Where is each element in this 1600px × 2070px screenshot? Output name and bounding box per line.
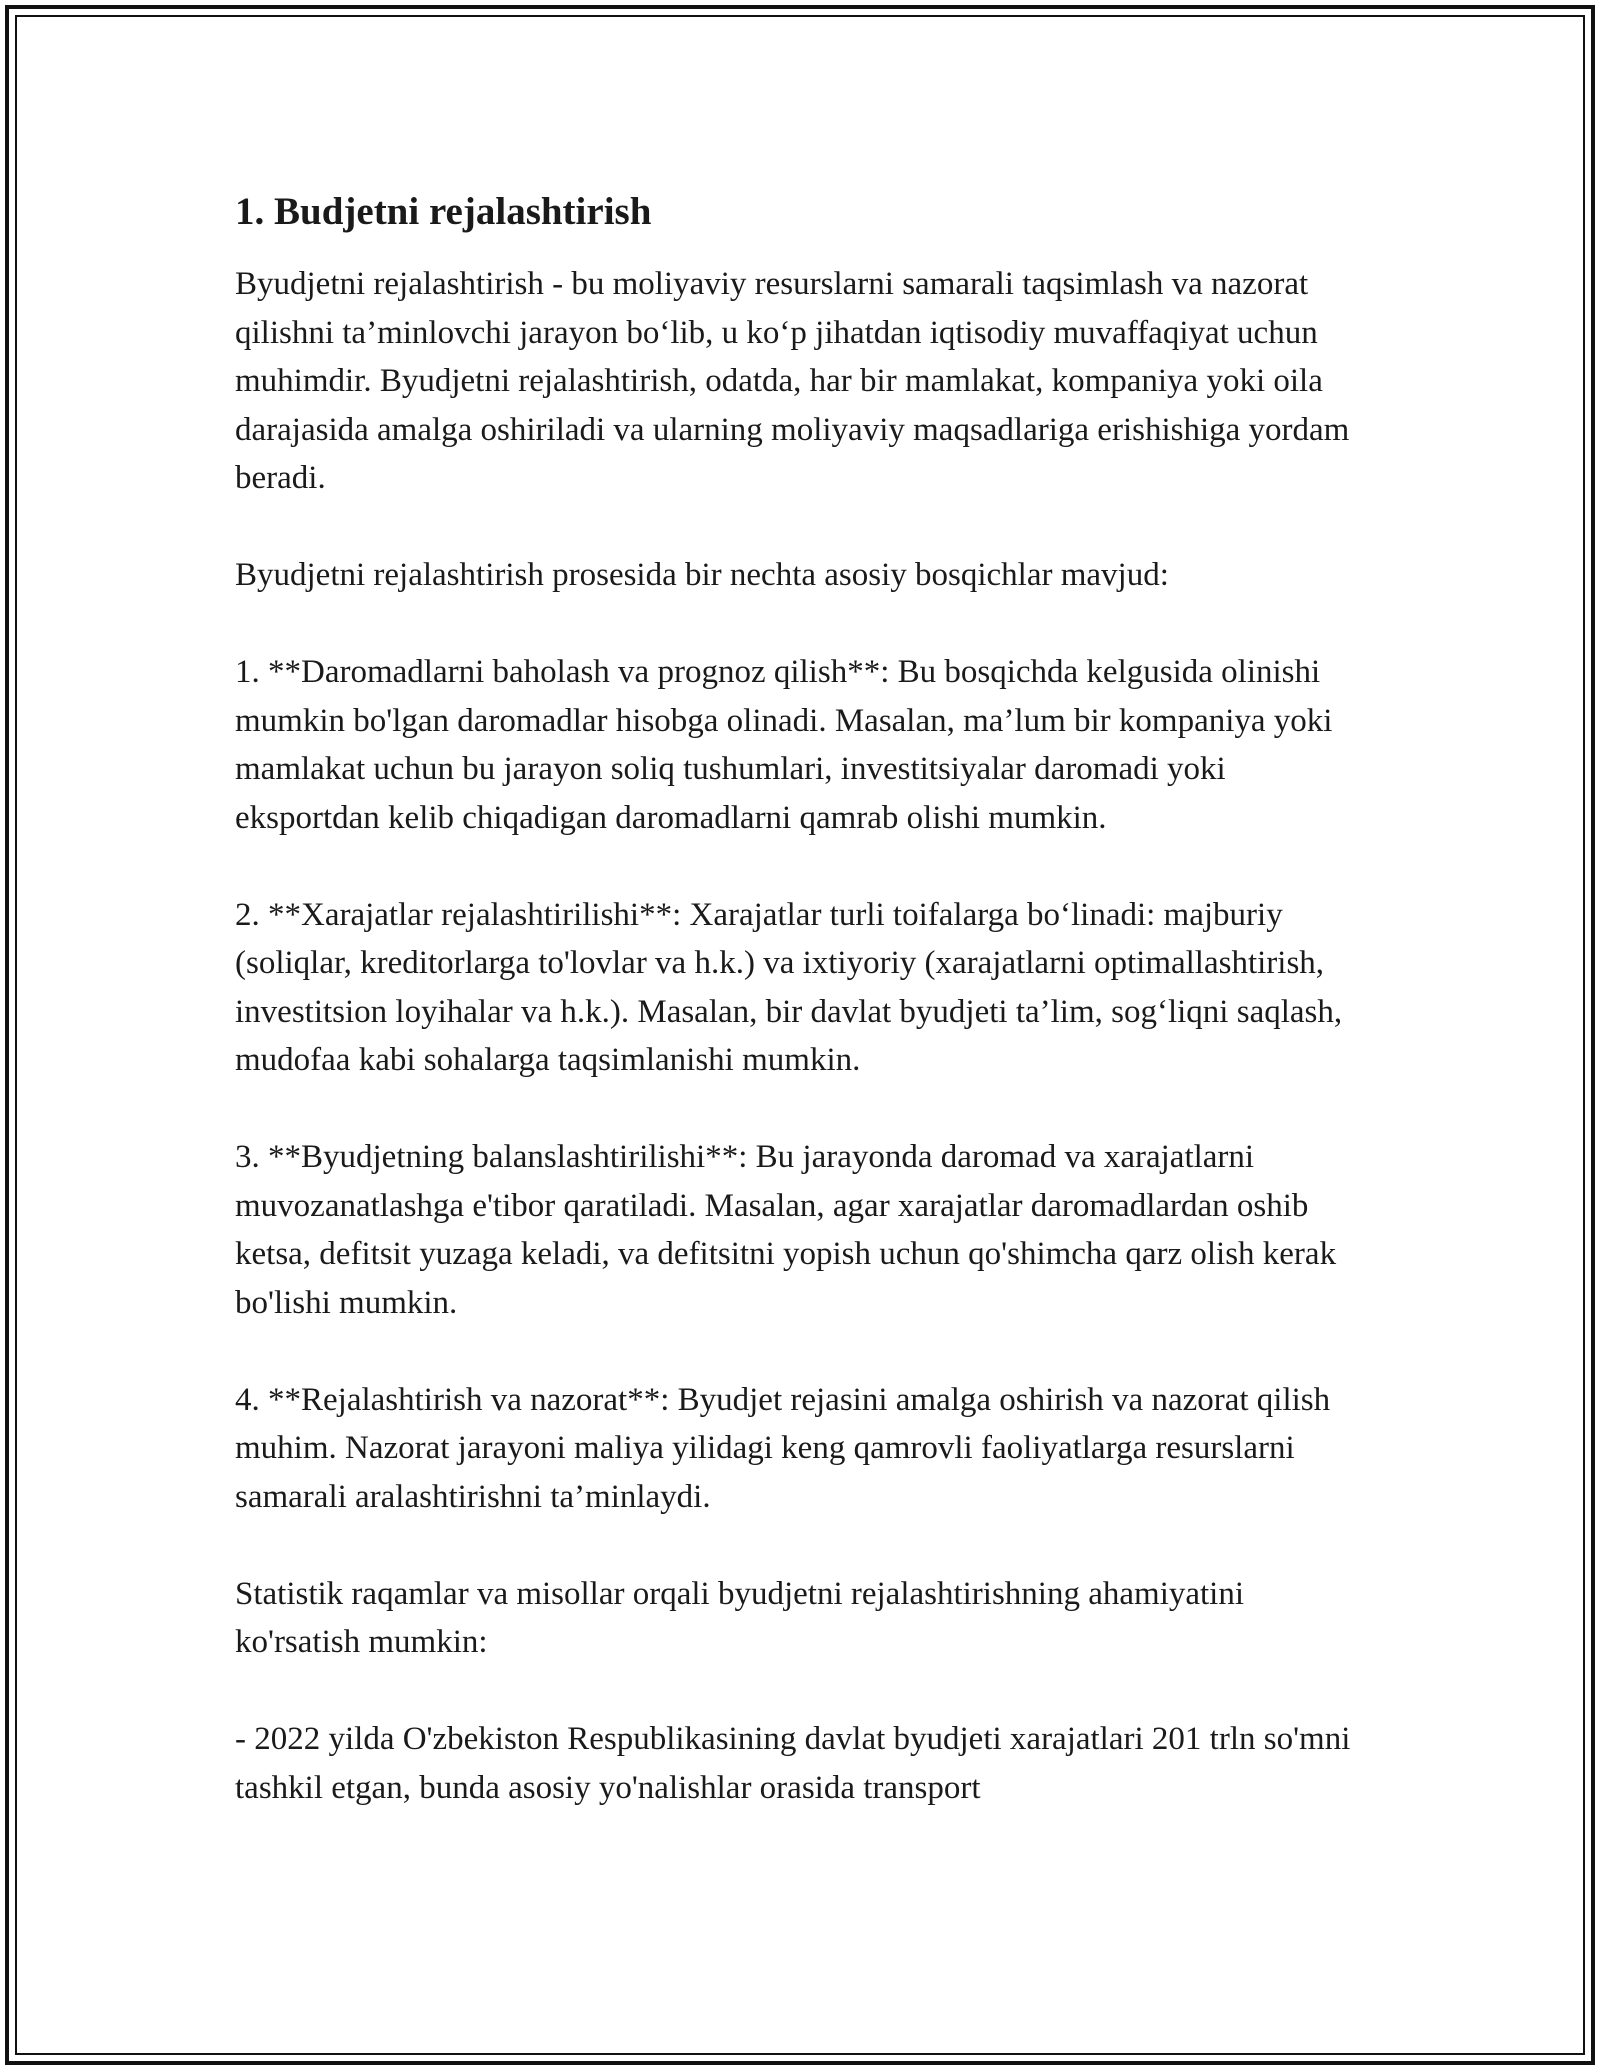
- paragraph-stage-4: 4. **Rejalashtirish va nazorat**: Byudjet rejasini amalga oshirish va nazorat qilish muhim. Nazorat jarayoni maliya yilidagi keng qamrovli faoliyatlarga resurslarni samarali aralashtirishni ta’minlaydi.: [235, 1381, 1331, 1515]
- paragraph-intro: Byudjetni rejalashtirish - bu moliyaviy resurslarni samarali taqsimlash va nazorat qilishni ta’minlovchi jarayon bo‘lib, u ko‘p jihatdan iqtisodiy muvaffaqiyat uchun muhimdir. Byudjetni rejalashtirish, odatda, har bir mamlakat, kompaniya yoki oila darajasida amalga oshiriladi va ularning moliyaviy maqsadlariga erishishiga yordam beradi.: [235, 266, 1350, 496]
- paragraph-statistics-intro: Statistik raqamlar va misollar orqali byudjetni rejalashtirishning ahamiyatini ko'rsatish mumkin:: [235, 1575, 1245, 1660]
- paragraph-stage-1: 1. **Daromadlarni baholash va prognoz qilish**: Bu bosqichda kelgusida olinishi mumkin bo'lgan daromadlar hisobga olinadi. Masalan, ma’lum bir kompaniya yoki mamlakat uchun bu jarayon soliq tushumlari, investitsiyalar daromadi yoki eksportdan kelib chiqadigan daromadlarni qamrab olishi mumkin.: [235, 654, 1333, 836]
- section-heading: 1. Budjetni rejalashtirish: [235, 190, 652, 233]
- paragraph-stages-intro: Byudjetni rejalashtirish prosesida bir nechta asosiy bosqichlar mavjud:: [235, 557, 1169, 593]
- paragraph-stage-3: 3. **Byudjetning balanslashtirilishi**: Bu jarayonda daromad va xarajatlarni muvozanatlashga e'tibor qaratiladi. Masalan, agar xarajatlar daromadlardan oshib ketsa, defitsit yuzaga keladi, va defitsitni yopish uchun qo'shimcha qarz olish kerak bo'lishi mumkin.: [235, 1139, 1337, 1321]
- paragraph-statistic-item: - 2022 yilda O'zbekiston Respublikasining davlat byudjeti xarajatlari 201 trln so'mni tashkil etgan, bunda asosiy yo'nalishlar orasida transport: [235, 1721, 1351, 1806]
- paragraph-stage-2: 2. **Xarajatlar rejalashtirilishi**: Xarajatlar turli toifalarga bo‘linadi: majburiy (soliqlar, kreditorlarga to'lovlar va h.k.) va ixtiyoriy (xarajatlarni optimallashtirish, investitsion loyihalar va h.k.). Masalan, bir davlat byudjeti ta’lim, sog‘liqni saqlash, mudofaa kabi sohalarga taqsimlanishi mumkin.: [235, 896, 1343, 1078]
- document-body: [235, 188, 1375, 1861]
